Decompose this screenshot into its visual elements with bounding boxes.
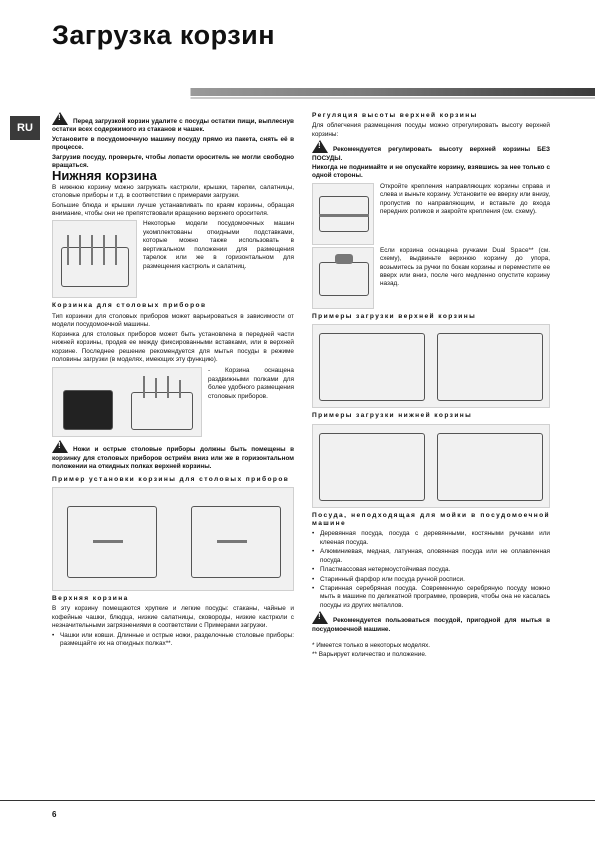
- paragraph: Корзинка для столовых приборов может быть установлена в передней части нижней корзины, продев ее между фиксированными вставками, или в верхней корзине. Последнее решение рекомендуется для мытья посуды в режиме половины загрузки (в моделях, имеющих эту функцию).: [52, 330, 294, 363]
- list-item: • Деревянная посуда, посуда с деревянными, костяными ручками или клееная посуда.: [312, 530, 550, 547]
- upper-load-illustration: [312, 324, 550, 408]
- paragraph: В нижнюю корзину можно загружать кастрюли, крышки, тарелки, салатницы, столовые приборы и т.д. в соответствии с примерами загрузки.: [52, 183, 294, 200]
- dual-space-illustration: [312, 247, 374, 309]
- warning-icon: [52, 440, 68, 453]
- warning-icon: [312, 611, 328, 624]
- height-warning: Рекомендуется регулировать высоту верхней корзины БЕЗ ПОСУДЫ.: [312, 146, 550, 162]
- list-item: • Старинная серебряная посуда. Современную серебряную посуду можно мыть в машине по деликатной программе, проверив, чтобы она не касалась посуды из других металлов.: [312, 585, 550, 610]
- language-badge: RU: [10, 116, 40, 140]
- paragraph: Некоторые модели посудомоечных машин укомплектованы откидными подставками, которые можно также использовать в вертикальном положении для размещения тарелок или же в горизонтальном для размещения кастрюль и салатниц.: [143, 220, 294, 270]
- paragraph: Тип корзинки для столовых приборов может варьироваться в зависимости от модели посудомоечной машины.: [52, 312, 294, 329]
- cutlery-basket-illustration: [52, 367, 202, 437]
- lower-examples-heading: Примеры загрузки нижней корзины: [312, 412, 473, 420]
- paragraph: - Корзина оснащена раздвижными полками для более удобного размещения столовых приборов.: [208, 367, 294, 400]
- upper-basket-heading: Верхняя корзина: [52, 594, 129, 602]
- footer-rule: [0, 800, 595, 801]
- footnote: * Имеется только в некоторых моделях.: [312, 641, 431, 649]
- example-heading: Пример установки корзины для столовых приборов: [52, 475, 290, 483]
- header-bar: [0, 88, 595, 96]
- cutlery-position-illustration: [52, 487, 294, 591]
- warning-icon: [312, 140, 328, 153]
- lower-basket-heading: Нижняя корзина: [52, 168, 157, 184]
- list-item: • Пластмассовая нетермоустойчивая посуда.: [312, 566, 550, 574]
- lower-load-illustration: [312, 424, 550, 508]
- paragraph: Для облегчения размещения посуды можно отрегулировать высоту верхней корзины:: [312, 122, 550, 138]
- intro-text: Установите в посудомоечную машину посуду прямо из пакета, снять её в процессе.: [52, 135, 294, 152]
- unsuitable-heading: Посуда, неподходящая для мойки в посудомоечной машине: [312, 511, 550, 528]
- unsuitable-list: [312, 530, 550, 610]
- intro-warning: Перед загрузкой корзин удалите с посуды остатки пищи, выплеснув остатки всех содержимого из стаканов и чашек.: [52, 118, 294, 134]
- list-item: • Чашки или ковши. Длинные и острые ножи, разделочные столовые приборы: размещайте их на откидных полках**.: [52, 632, 294, 649]
- paragraph: В эту корзину помещаются хрупкие и легкие посуды: стаканы, чайные и кофейные чашки, блюдца, низкие салатницы, сковороды, низкие кастрюли с незначительными загрязнениями в соответствии с Примерами загрузки.: [52, 605, 294, 630]
- warning-icon: [52, 112, 68, 125]
- page-number: 6: [52, 810, 57, 819]
- right-column: [312, 112, 550, 661]
- left-column: [52, 112, 294, 649]
- list-item: • Старинный фарфор или посуда ручной росписи.: [312, 576, 550, 584]
- paragraph: Никогда не поднимайте и не опускайте корзину, взявшись за нее только с одной стороны.: [312, 164, 550, 180]
- paragraph: Большие блюда и крышки лучше устанавливать по краям корзины, обращая внимание, чтобы они не препятствовали вращению верхнего оросителя.: [52, 201, 294, 218]
- cutlery-basket-heading: Корзинка для столовых приборов: [52, 302, 207, 310]
- paragraph: Откройте крепления направляющих корзины справа и слева и выньте корзину. Установите ее вверху или внизу, пропустив по направляющим, и вставьте до входа передних роликов и закройте крепления (см. схему).: [380, 182, 550, 216]
- rail-clip-illustration: [312, 183, 374, 245]
- suitable-warning: Рекомендуется пользоваться посудой, пригодной для мытья в посудомоечной машине.: [312, 617, 550, 633]
- upper-examples-heading: Примеры загрузки верхней корзины: [312, 312, 477, 320]
- header-bar-line: [0, 97, 595, 99]
- list-item: • Алюминиевая, медная, латунная, оловянная посуда или не оплавленная посуда.: [312, 548, 550, 565]
- intro-text: Загрузив посуду, проверьте, чтобы лопасти ороситель не могли свободно вращаться.: [52, 153, 294, 170]
- height-adjust-heading: Регуляция высоты верхней корзины: [312, 112, 478, 119]
- lower-basket-illustration: [52, 220, 137, 298]
- footnote: ** Варьирует количество и положение.: [312, 651, 427, 659]
- paragraph: Если корзина оснащена ручками Dual Space** (см. схему), выдвиньте верхнюю корзину до упора, возьмитесь за ручки по бокам корзины и переместите ее вверх или вниз, после чего медленно опустите корзину назад.: [380, 246, 550, 288]
- knives-warning: Ножи и острые столовые приборы должны быть помещены в корзинку для столовых приборов остриём вниз или же в горизонтальном положении на откидных полках верхней корзины.: [52, 446, 294, 471]
- page-title: Загрузка корзин: [52, 20, 276, 50]
